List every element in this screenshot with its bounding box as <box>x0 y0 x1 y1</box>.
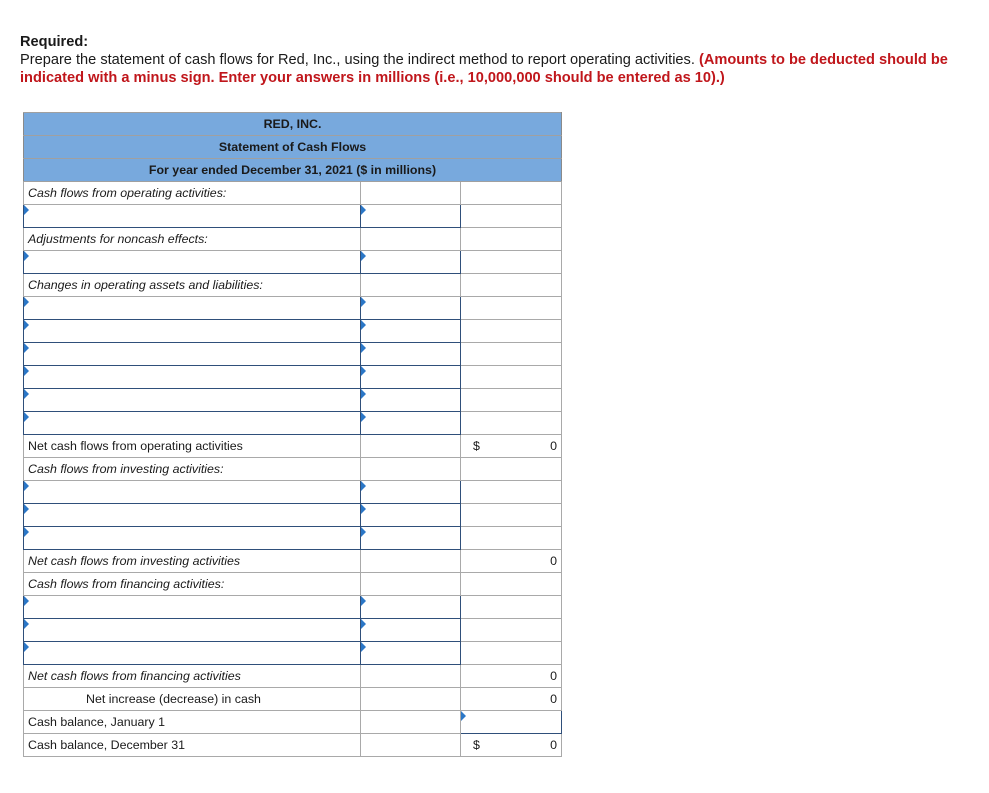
change-label-input-3[interactable] <box>24 343 361 366</box>
cash-january-input[interactable] <box>461 711 562 734</box>
investing-label-field[interactable] <box>24 504 360 526</box>
change-label-input-6[interactable] <box>24 412 361 435</box>
net-operating-label: Net cash flows from operating activities <box>24 435 361 458</box>
financing-amount-input-1[interactable] <box>361 596 461 619</box>
financing-amount-input-3[interactable] <box>361 642 461 665</box>
change-amount-field[interactable] <box>361 389 460 411</box>
investing-label-field[interactable] <box>24 481 360 503</box>
change-amount-field[interactable] <box>361 366 460 388</box>
investing-label-field[interactable] <box>24 527 360 549</box>
change-amount-input-5[interactable] <box>361 389 461 412</box>
adjustment-amount-input[interactable] <box>361 251 461 274</box>
financing-label-field[interactable] <box>24 619 360 641</box>
adjustments-heading: Adjustments for noncash effects: <box>24 228 361 251</box>
change-amount-input-4[interactable] <box>361 366 461 389</box>
change-label-input-1[interactable] <box>24 297 361 320</box>
financing-amount-field[interactable] <box>361 642 460 664</box>
cash-december-label: Cash balance, December 31 <box>24 734 361 757</box>
investing-heading: Cash flows from investing activities: <box>24 458 361 481</box>
adjustment-label-input[interactable] <box>24 251 361 274</box>
currency-symbol: $ <box>473 738 480 752</box>
financing-amount-input-2[interactable] <box>361 619 461 642</box>
instruction-text <box>20 51 970 87</box>
operating-amount-field[interactable] <box>361 205 460 227</box>
change-label-field[interactable] <box>24 343 360 365</box>
net-investing-value: 0 <box>461 550 562 573</box>
instruction-note: (Amounts to be deducted should be indicated with a minus sign. Enter your answers in millions (i.e., 10,000,000 should be entered as 10).) <box>20 52 948 86</box>
cash-december-value: 0 <box>550 738 557 752</box>
cash-december-total <box>461 734 562 757</box>
net-operating-total <box>461 435 562 458</box>
net-increase-value: 0 <box>461 688 562 711</box>
currency-symbol: $ <box>473 439 480 453</box>
cash-flow-statement <box>23 112 562 757</box>
cash-january-label: Cash balance, January 1 <box>24 711 361 734</box>
investing-amount-field[interactable] <box>361 504 460 526</box>
investing-label-input-2[interactable] <box>24 504 361 527</box>
company-name: RED, INC. <box>24 113 562 136</box>
investing-amount-field[interactable] <box>361 527 460 549</box>
operating-label-input[interactable] <box>24 205 361 228</box>
operating-label-field[interactable] <box>24 205 360 227</box>
investing-amount-input-3[interactable] <box>361 527 461 550</box>
operating-amount-input[interactable] <box>361 205 461 228</box>
statement-title: Statement of Cash Flows <box>24 136 562 159</box>
investing-label-input-1[interactable] <box>24 481 361 504</box>
change-label-field[interactable] <box>24 297 360 319</box>
financing-label-field[interactable] <box>24 642 360 664</box>
change-amount-input-1[interactable] <box>361 297 461 320</box>
change-amount-input-6[interactable] <box>361 412 461 435</box>
change-amount-field[interactable] <box>361 297 460 319</box>
financing-amount-field[interactable] <box>361 596 460 618</box>
change-label-field[interactable] <box>24 389 360 411</box>
statement-period: For year ended December 31, 2021 ($ in millions) <box>24 159 562 182</box>
financing-label-input-2[interactable] <box>24 619 361 642</box>
financing-label-input-3[interactable] <box>24 642 361 665</box>
change-amount-input-2[interactable] <box>361 320 461 343</box>
change-amount-field[interactable] <box>361 343 460 365</box>
net-financing-label: Net cash flows from financing activities <box>24 665 361 688</box>
change-label-input-4[interactable] <box>24 366 361 389</box>
investing-amount-input-1[interactable] <box>361 481 461 504</box>
change-label-input-2[interactable] <box>24 320 361 343</box>
net-operating-value: 0 <box>550 439 557 453</box>
financing-label-input-1[interactable] <box>24 596 361 619</box>
change-amount-field[interactable] <box>361 412 460 434</box>
change-label-input-5[interactable] <box>24 389 361 412</box>
financing-amount-field[interactable] <box>361 619 460 641</box>
instructions <box>20 33 970 87</box>
net-financing-value: 0 <box>461 665 562 688</box>
required-label: Required: <box>20 34 89 50</box>
cash-january-field[interactable] <box>461 711 561 733</box>
change-label-field[interactable] <box>24 320 360 342</box>
change-label-field[interactable] <box>24 412 360 434</box>
instruction-main: Prepare the statement of cash flows for Red, Inc., using the indirect method to report operating activities. <box>20 52 695 68</box>
change-amount-input-3[interactable] <box>361 343 461 366</box>
financing-heading: Cash flows from financing activities: <box>24 573 361 596</box>
investing-amount-input-2[interactable] <box>361 504 461 527</box>
investing-label-input-3[interactable] <box>24 527 361 550</box>
change-label-field[interactable] <box>24 366 360 388</box>
net-increase-label: Net increase (decrease) in cash <box>24 688 361 711</box>
operating-heading: Cash flows from operating activities: <box>24 182 361 205</box>
financing-label-field[interactable] <box>24 596 360 618</box>
adjustment-label-field[interactable] <box>24 251 360 273</box>
adjustment-amount-field[interactable] <box>361 251 460 273</box>
investing-amount-field[interactable] <box>361 481 460 503</box>
changes-heading: Changes in operating assets and liabilities: <box>24 274 361 297</box>
change-amount-field[interactable] <box>361 320 460 342</box>
net-investing-label: Net cash flows from investing activities <box>24 550 361 573</box>
